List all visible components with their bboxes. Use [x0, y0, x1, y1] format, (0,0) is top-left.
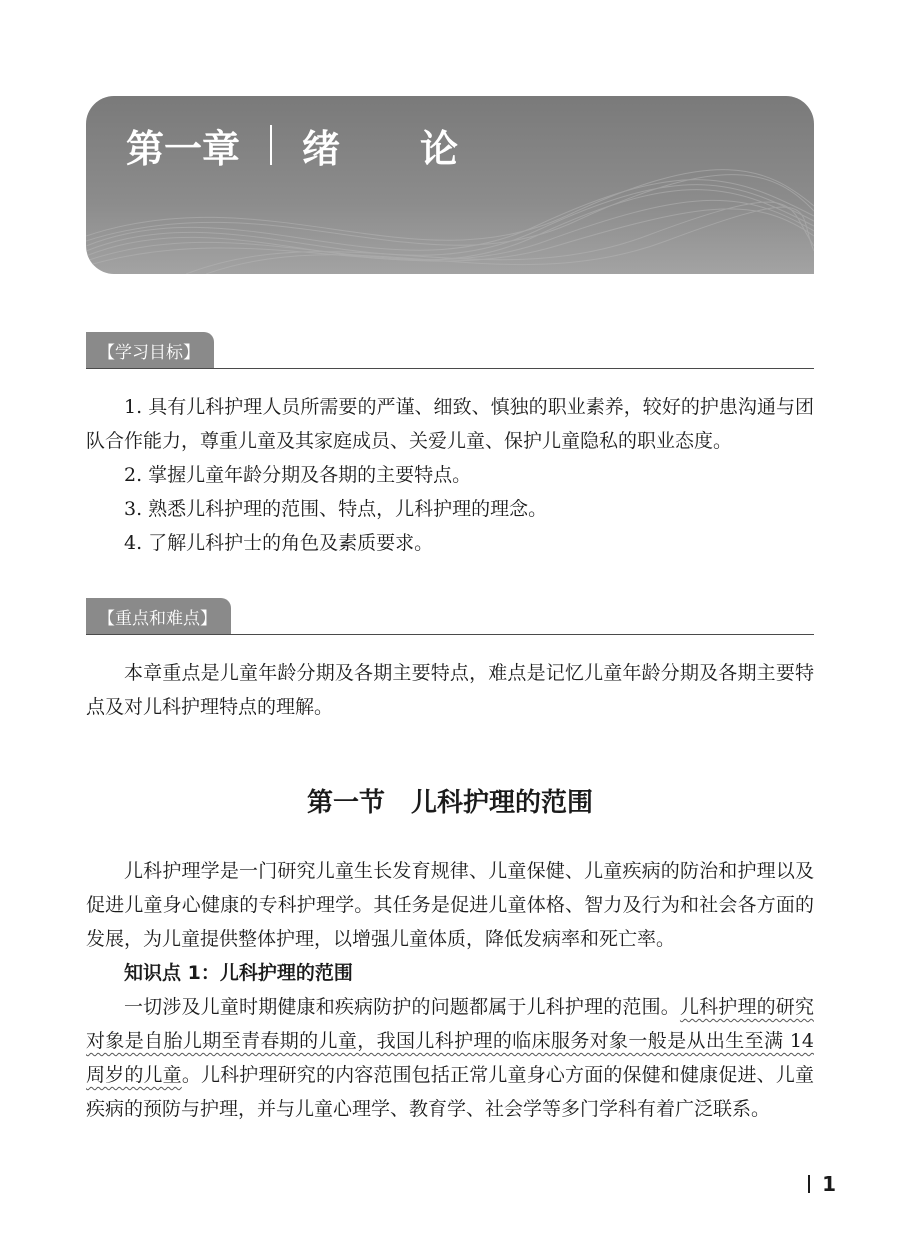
- knowledge-point-text: [86, 990, 814, 1126]
- knowledge-point-heading: 知识点 1：儿科护理的范围: [124, 962, 353, 984]
- chapter-name: [302, 118, 458, 173]
- chapter-name-part2: 论: [420, 126, 459, 171]
- chapter-title: [126, 120, 458, 170]
- kp-text-start: 一切涉及儿童时期健康和疾病防护的问题都属于儿科护理的范围。: [124, 996, 680, 1018]
- chapter-banner: [86, 96, 814, 274]
- kp-text-end: 。儿科护理研究的内容范围包括正常儿童身心方面的保健和健康促进、儿童疾病的预防与护理，并与儿童心理学、教育学、社会学等多门学科有着广泛联系。: [86, 1064, 814, 1120]
- objective-item-4: 4. 了解儿科护士的角色及素质要求。: [124, 532, 434, 554]
- key-points-rule: [86, 634, 814, 635]
- chapter-number: 第一章: [126, 126, 241, 171]
- objectives-rule: [86, 368, 814, 369]
- page-number-value: 1: [822, 1172, 836, 1196]
- section-heading: 第一节 儿科护理的范围: [306, 788, 593, 818]
- page-number-bar: [808, 1175, 810, 1193]
- objective-item-1: 1. 具有儿科护理人员所需要的严谨、细致、慎独的职业素养，较好的护患沟通与团队合作能力，尊重儿童及其家庭成员、关爱儿童、保护儿童隐私的职业态度。: [86, 396, 814, 452]
- section-intro: 儿科护理学是一门研究儿童生长发育规律、儿童保健、儿童疾病的防治和护理以及促进儿童身心健康的专科护理学。其任务是促进儿童体格、智力及行为和社会各方面的发展，为儿童提供整体护理，以增强儿童体质，降低发病率和死亡率。: [86, 860, 814, 950]
- page-number: [808, 1172, 836, 1196]
- objective-item-3: 3. 熟悉儿科护理的范围、特点，儿科护理的理念。: [124, 498, 548, 520]
- kp-text-highlight: 儿科护理的研究对象是自胎儿期至青春期的儿童，我国儿科护理的临床服务对象一般是从出生至满 14 周岁的儿童: [86, 996, 814, 1086]
- objective-item-2: 2. 掌握儿童年龄分期及各期的主要特点。: [124, 464, 472, 486]
- chapter-name-part1: 绪: [302, 126, 341, 171]
- key-points-label: 【重点和难点】: [86, 598, 231, 634]
- key-points-text: 本章重点是儿童年龄分期及各期主要特点，难点是记忆儿童年龄分期及各期主要特点及对儿科护理特点的理解。: [86, 662, 814, 718]
- objectives-label: 【学习目标】: [86, 332, 214, 368]
- title-separator: [270, 125, 272, 165]
